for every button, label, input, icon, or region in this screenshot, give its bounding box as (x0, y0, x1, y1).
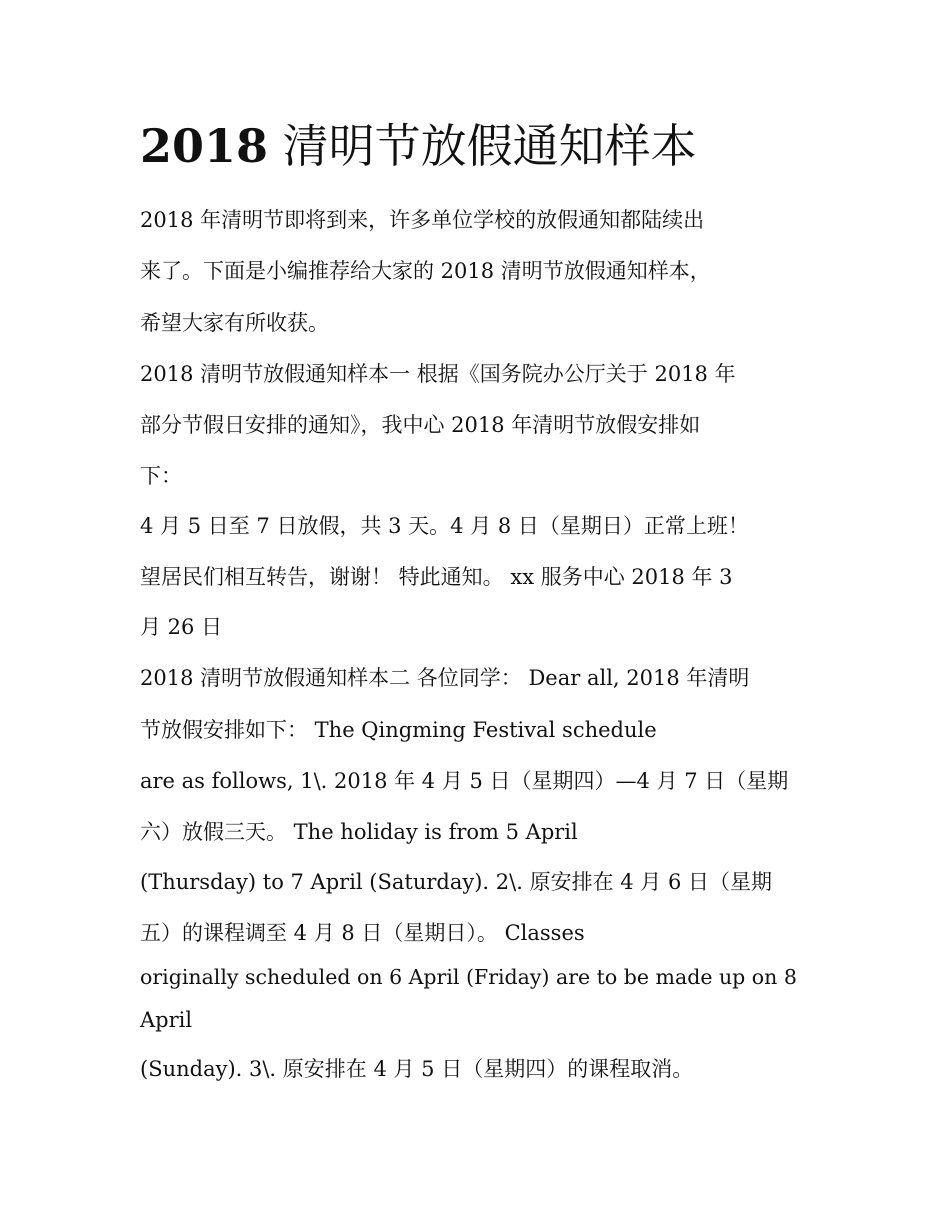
paragraph-line: 2018 清明节放假通知样本二 各位同学： Dear all, 2018 年清明 (140, 666, 750, 690)
document-title (140, 116, 697, 176)
paragraph-line: 4 月 5 日至 7 日放假，共 3 天。4 月 8 日（星期日）正常上班！ (140, 514, 749, 538)
paragraph-line: 希望大家有所收获。 (140, 311, 329, 335)
paragraph-line: originally scheduled on 6 April (Friday) are to be made up on 8 (140, 965, 797, 989)
paragraph-line: (Sunday). 3\. 原安排在 4 月 5 日（星期四）的课程取消。 (140, 1057, 694, 1081)
paragraph-line: 节放假安排如下： The Qingming Festival schedule (140, 718, 657, 742)
title-text: 清明节放假通知样本 (282, 119, 697, 173)
paragraph-line: (Thursday) to 7 April (Saturday). 2\. 原安排在 4 月 6 日（星期 (140, 870, 772, 894)
title-year: 2018 (140, 119, 269, 173)
paragraph-line: 2018 清明节放假通知样本一 根据《国务院办公厅关于 2018 年 (140, 362, 736, 386)
paragraph-line: 来了。下面是小编推荐给大家的 2018 清明节放假通知样本， (140, 259, 711, 283)
paragraph-line: are as follows, 1\. 2018 年 4 月 5 日（星期四）—4 月 7 日（星期 (140, 769, 789, 793)
paragraph-line: 月 26 日 (140, 615, 223, 639)
paragraph-line: April (140, 1008, 193, 1032)
paragraph-line: 下： (140, 464, 182, 488)
paragraph-line: 五）的课程调至 4 月 8 日（星期日）。 Classes (140, 921, 585, 945)
paragraph-line: 望居民们相互转告，谢谢！ 特此通知。 xx 服务中心 2018 年 3 (140, 565, 733, 589)
paragraph-line: 部分节假日安排的通知》，我中心 2018 年清明节放假安排如 (140, 413, 701, 437)
paragraph-line: 六）放假三天。 The holiday is from 5 April (140, 820, 578, 844)
paragraph-line: 2018 年清明节即将到来，许多单位学校的放假通知都陆续出 (140, 208, 705, 232)
